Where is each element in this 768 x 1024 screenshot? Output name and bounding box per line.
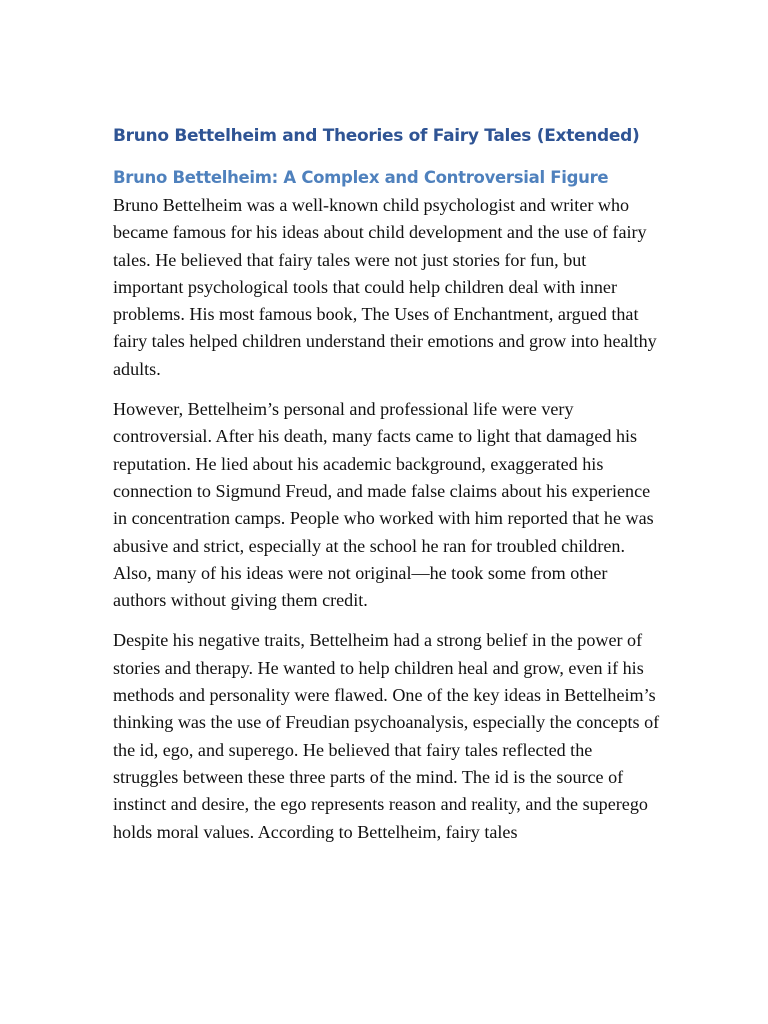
paragraph-intro: Bruno Bettelheim was a well-known child psychologist and writer who became famous for his ideas about child development and the use of fairy tales. He believed that fairy tales were not just stories for fun, but important psychological tools that could help children deal with inner problems. His most famous book, The Uses of Enchantment, argued that fairy tales helped children understand their emotions and grow into healthy adults.	[113, 195, 657, 379]
section-heading: Bruno Bettelheim: A Complex and Controversial Figure	[113, 168, 609, 187]
paragraph-freudian-ideas: Despite his negative traits, Bettelheim had a strong belief in the power of stories and therapy. He wanted to help children heal and grow, even if his methods and personality were flawed. One of the key ideas in Bettelheim’s thinking was the use of Freudian psychoanalysis, especially the concepts of the id, ego, and superego. He believed that fairy tales reflected the struggles between these three parts of the mind. The id is the source of instinct and desire, the ego represents reason and reality, and the superego holds moral values. According to Bettelheim, fairy tales	[113, 630, 660, 842]
document-title: Bruno Bettelheim and Theories of Fairy Tales (Extended)	[113, 126, 640, 146]
paragraph-controversy: However, Bettelheim’s personal and professional life were very controversial. After his death, many facts came to light that damaged his reputation. He lied about his academic background, exaggerated his connection to Sigmund Freud, and made false claims about his experience in concentration camps. People who worked with him reported that he was abusive and strict, especially at the school he ran for troubled children. Also, many of his ideas were not original—he took some from other authors without giving them credit.	[113, 399, 654, 611]
document-content	[113, 122, 661, 859]
